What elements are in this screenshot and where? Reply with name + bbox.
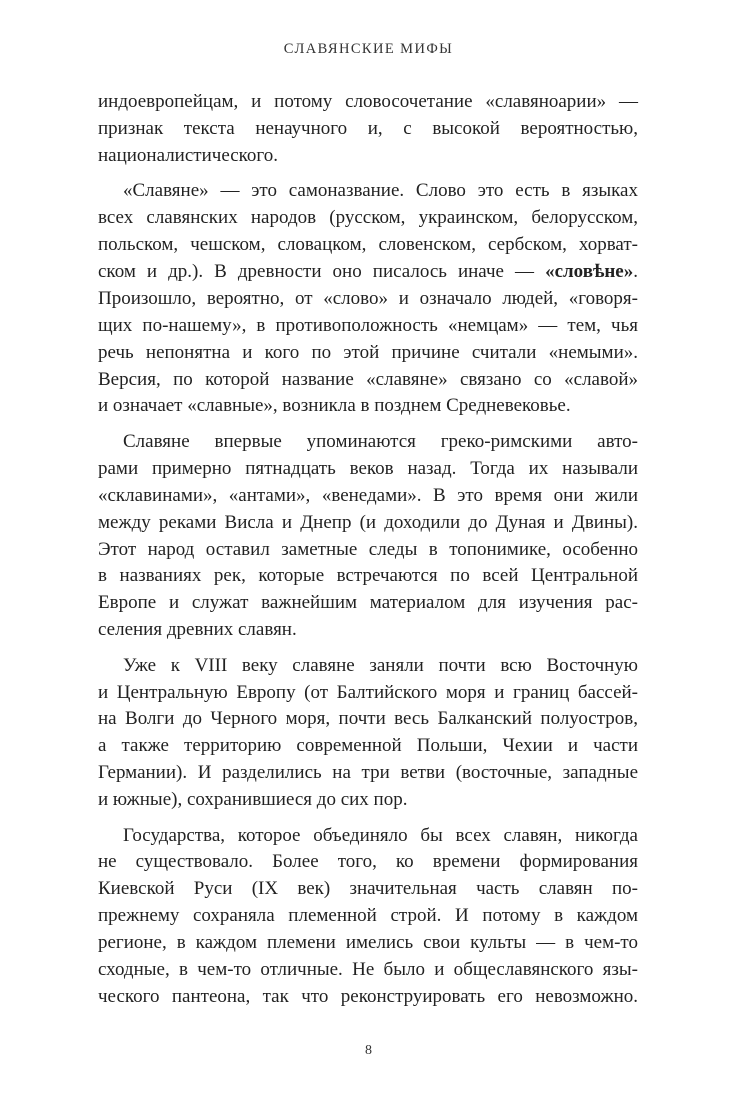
text-line: не существовало. Более того, ко времени формирования bbox=[98, 851, 638, 873]
paragraph-5 bbox=[98, 823, 638, 1011]
text-line: «Славяне» — это самоназвание. Слово это есть в языках bbox=[123, 180, 638, 202]
text-line: рами примерно пятнадцать веков назад. Тогда их называли bbox=[98, 457, 638, 479]
page-number: 8 bbox=[365, 1043, 372, 1058]
text-segment: ском и др.). В древности оно писалось иначе — bbox=[98, 260, 546, 282]
text-line: польском, чешском, словацком, словенском, сербском, хорват- bbox=[98, 234, 638, 256]
text-line: Европе и служат важнейшим материалом для изучения рас- bbox=[98, 592, 638, 614]
text-line: и Центральную Европу (от Балтийского моря и границ бассей- bbox=[98, 681, 638, 703]
text-line: «склавинами», «антами», «венедами». В это время они жили bbox=[98, 484, 638, 506]
text-line: и южные), сохранившиеся до сих пор. bbox=[98, 789, 408, 811]
text-line: Киевской Руси (IX век) значительная часть славян по- bbox=[98, 878, 638, 900]
text-line: регионе, в каждом племени имелись свои культы — в чем-то bbox=[98, 932, 638, 954]
body-text bbox=[98, 89, 638, 1011]
text-line: ческого пантеона, так что реконструировать его невозможно. bbox=[98, 986, 638, 1007]
text-line: речь непонятна и кого по этой причине считали «немыми». bbox=[98, 341, 638, 363]
text-line: щих по-нашему», в противоположность «немцам» — тем, чья bbox=[98, 314, 638, 336]
text-line: Этот народ оставил заметные следы в топонимике, особенно bbox=[98, 538, 638, 560]
text-line: на Волги до Черного моря, почти весь Балканский полуостров, bbox=[98, 708, 638, 730]
bold-term: «словѣне» bbox=[545, 260, 634, 282]
text-line: Государства, которое объединяло бы всех славян, никогда bbox=[123, 824, 638, 846]
text-line: прежнему сохраняла племенной строй. И потому в каждом bbox=[98, 905, 638, 927]
text-line: националистического. bbox=[98, 144, 278, 166]
text-line: сходные, в чем-то отличные. Не было и общеславянского язы- bbox=[98, 959, 638, 981]
text-line: и означает «славные», возникла в позднем Средневековье. bbox=[98, 395, 571, 417]
text-line-with-bold-term bbox=[98, 259, 638, 286]
paragraph-4 bbox=[98, 653, 638, 814]
text-line: Уже к VIII веку славяне заняли почти всю Восточную bbox=[123, 654, 638, 676]
text-line: в названиях рек, которые встречаются по всей Центральной bbox=[98, 565, 638, 587]
text-line: Германии). И разделились на три ветви (восточные, западные bbox=[98, 762, 638, 784]
paragraph-3 bbox=[98, 429, 638, 644]
text-line: Славяне впервые упоминаются греко-римскими авто- bbox=[123, 430, 638, 452]
paragraph-2 bbox=[98, 178, 638, 420]
text-line: Версия, по которой название «славяне» связано со «славой» bbox=[98, 368, 638, 390]
text-segment: . bbox=[633, 260, 638, 282]
text-line: индоевропейцам, и потому словосочетание «славяноарии» — bbox=[98, 91, 638, 112]
text-line: а также территорию современной Польши, Чехии и части bbox=[98, 735, 638, 757]
text-line: селения древних славян. bbox=[98, 619, 297, 641]
text-line: признак текста ненаучного и, с высокой вероятностью, bbox=[98, 117, 638, 139]
text-line: между реками Висла и Днепр (и доходили до Дуная и Двины). bbox=[98, 511, 638, 533]
text-line: всех славянских народов (русском, украинском, белорусском, bbox=[98, 207, 638, 229]
text-line: Произошло, вероятно, от «слово» и означало людей, «говоря- bbox=[98, 287, 638, 309]
running-head: СЛАВЯНСКИЕ МИФЫ bbox=[283, 41, 454, 57]
paragraph-1 bbox=[98, 89, 638, 170]
